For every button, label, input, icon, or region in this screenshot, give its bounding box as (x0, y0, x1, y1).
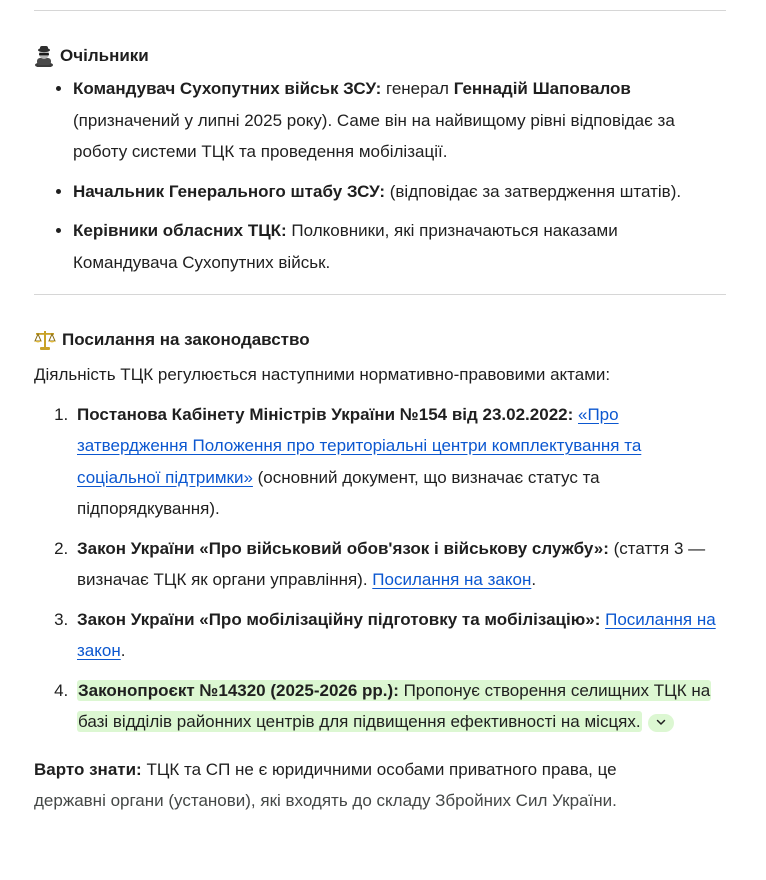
note-paragraph (34, 754, 726, 817)
balance-scale-icon (34, 329, 56, 351)
item-text: (стаття 3 — визначає ТЦК як органи управління). (77, 538, 706, 589)
legislation-heading (34, 328, 726, 352)
legislation-list (34, 399, 726, 738)
list-item (73, 215, 726, 278)
military-duty-law-link[interactable]: Посилання на закон (372, 570, 532, 589)
item-bold-label: Начальник Генерального штабу ЗСУ: (73, 181, 385, 201)
list-item (73, 604, 726, 667)
item-bold-label: Закон України «Про мобілізаційну підготовку та мобілізацію»: (77, 609, 601, 629)
note-bold-label: Варто знати: (34, 759, 142, 779)
item-text: Полковники, які призначаються наказами Командувача Сухопутних військ. (73, 221, 618, 272)
mobilization-law-link[interactable]: Посилання на закон (77, 609, 716, 660)
divider-middle (34, 294, 726, 295)
list-item (73, 176, 726, 208)
chevron-down-icon (656, 719, 666, 726)
list-item (73, 73, 726, 168)
leaders-heading-text: Очільники (60, 46, 149, 65)
note-text: ТЦК та СП не є юридичними особами приватного права, це (141, 759, 617, 779)
note-text-continued: державні органи (установи), які входять до складу Збройних Сил України. (34, 791, 617, 810)
item-text: генерал (381, 79, 454, 98)
item-text: (основний документ, що визначає статус та підпорядкування). (77, 467, 600, 518)
resolution-154-link[interactable]: «Про затвердження Положення про територіальні центри комплектування та соціальної підтримки» (77, 404, 642, 487)
item-bold-label: Законопроєкт №14320 (2025-2026 рр.): (78, 680, 399, 700)
item-text: . (120, 641, 126, 660)
legislation-heading-text: Посилання на законодавство (62, 330, 310, 349)
item-bold-label: Закон України «Про військовий обов'язок і військову службу»: (77, 538, 609, 558)
item-bold-name: Геннадій Шаповалов (453, 79, 631, 98)
item-bold-label: Командувач Сухопутних військ ЗСУ: (73, 79, 382, 98)
item-text: (призначений у липні 2025 року). Саме він на найвищому рівні відповідає за роботу системи ТЦК та проведення мобілізації. (73, 110, 675, 161)
item-bold-label: Керівники обласних ТЦК: (73, 221, 287, 240)
legislation-intro: Діяльність ТЦК регулюється наступними нормативно-правовими актами: (34, 365, 611, 384)
spy-emoji-icon (34, 45, 54, 67)
list-item (73, 399, 726, 525)
item-text: Пропонує створення селищних ТЦК на базі відділів районних центрів для підвищення ефективності на місцях. (78, 680, 711, 731)
leaders-list (34, 73, 726, 278)
list-item (73, 675, 726, 738)
item-text: (відповідає за затвердження штатів). (385, 181, 682, 201)
expand-source-button[interactable] (648, 714, 674, 732)
item-bold-label: Постанова Кабінету Міністрів України №154 від 23.02.2022: (77, 404, 574, 424)
list-item (73, 533, 726, 596)
highlighted-text (77, 680, 711, 733)
item-text: . (531, 570, 537, 589)
response-content (34, 10, 726, 817)
divider-top (34, 10, 726, 11)
leaders-heading (34, 44, 726, 68)
